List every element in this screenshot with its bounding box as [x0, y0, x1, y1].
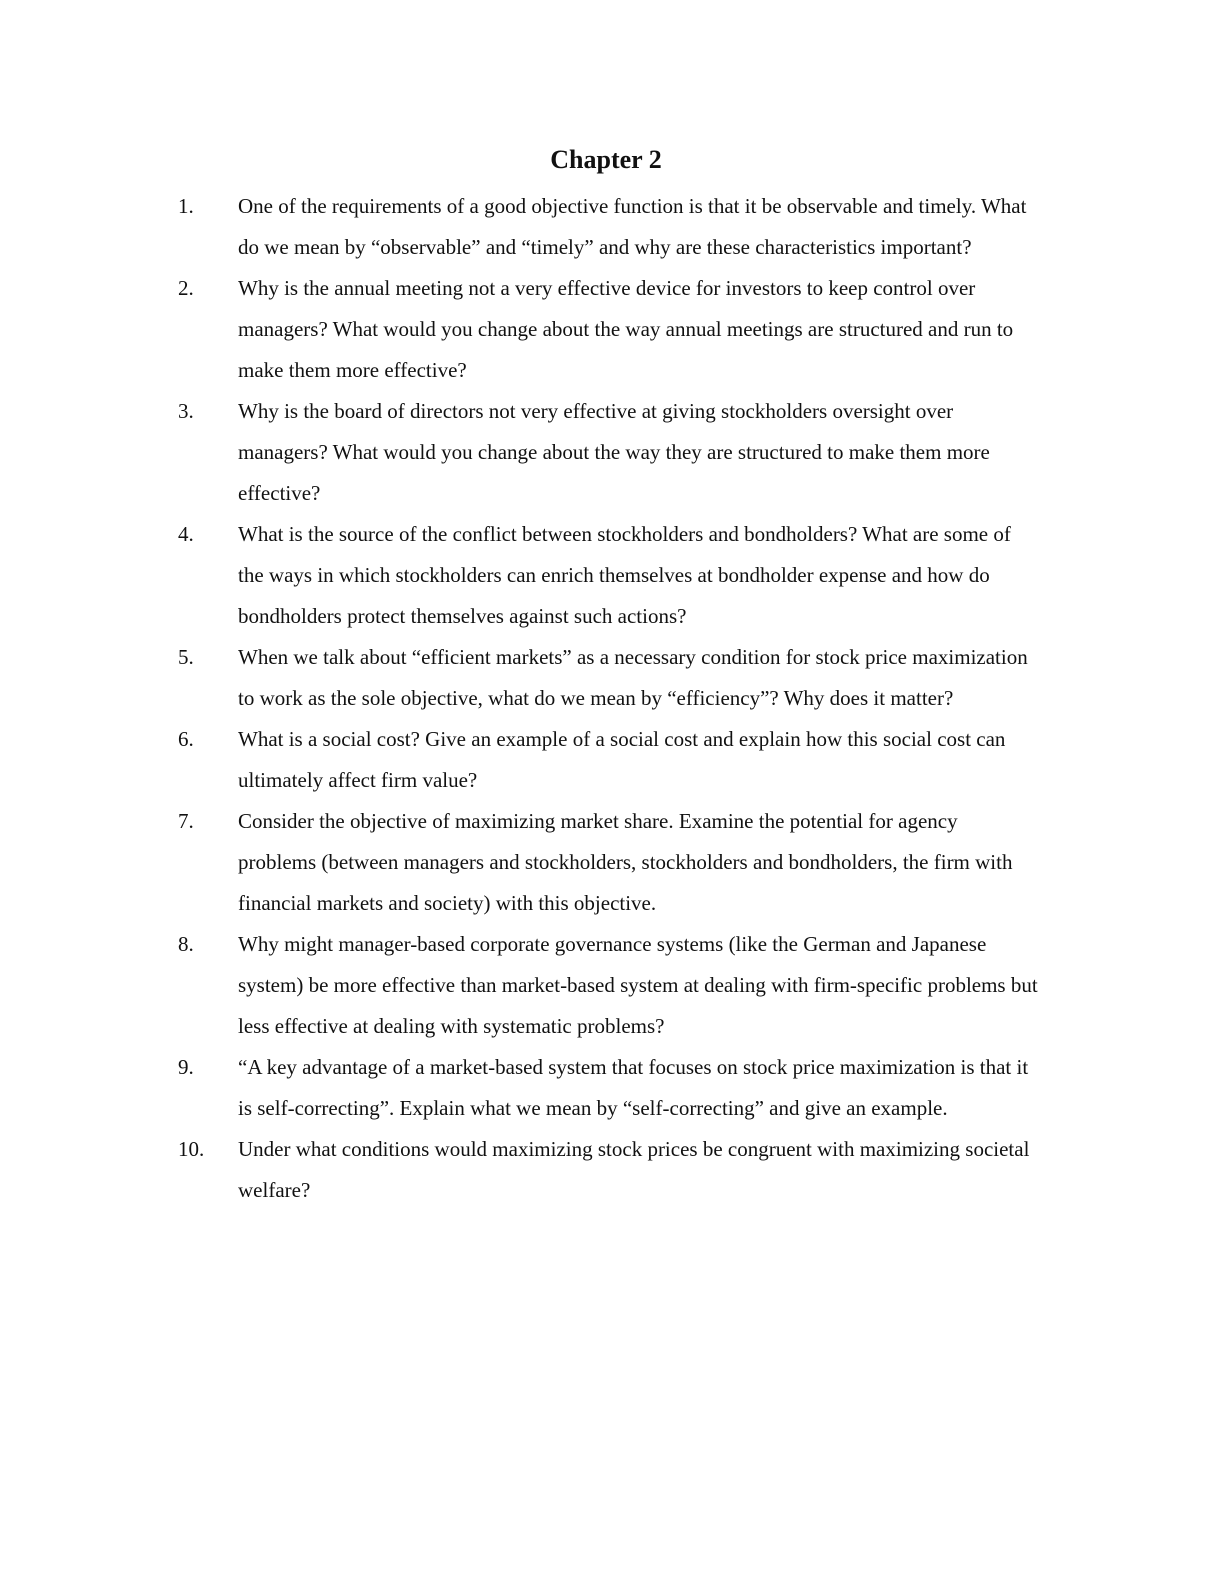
question-number: 7.: [178, 809, 194, 833]
question-text: Why is the annual meeting not a very effective device for investors to keep control over managers? What would you change about the way annual meetings are structured and run to make them more effective?: [238, 276, 1014, 382]
question-text: Under what conditions would maximizing stock prices be congruent with maximizing societal welfare?: [238, 1137, 1030, 1202]
question-text: When we talk about “efficient markets” as a necessary condition for stock price maximization to work as the sole objective, what do we mean by “efficiency”? Why does it matter?: [238, 645, 1028, 710]
question-number: 2.: [178, 276, 194, 300]
question-number: 5.: [178, 645, 194, 669]
question-text: “A key advantage of a market-based system that focuses on stock price maximization is that it is self-correcting”. Explain what we mean by “self-correcting” and give an example.: [238, 1055, 1029, 1120]
question-text: What is the source of the conflict between stockholders and bondholders? What are some of the ways in which stockholders can enrich themselves at bondholder expense and how do bondholders protect themselves against such actions?: [238, 522, 1011, 628]
question-text: Why is the board of directors not very effective at giving stockholders oversight over managers? What would you change about the way they are structured to make them more effective?: [238, 399, 990, 505]
list-item: [0, 719, 1224, 801]
question-number: 8.: [178, 932, 194, 956]
list-item: [0, 514, 1224, 637]
list-item: [0, 268, 1224, 391]
list-item: [0, 391, 1224, 514]
list-item: [0, 186, 1224, 268]
question-number: 6.: [178, 727, 194, 751]
question-number: 1.: [178, 194, 194, 218]
question-text: Why might manager-based corporate governance systems (like the German and Japanese system) be more effective than market-based system at dealing with firm-specific problems but less effective at dealing with systematic problems?: [238, 932, 1038, 1038]
list-item: [0, 637, 1224, 719]
list-item: [0, 801, 1224, 924]
question-text: Consider the objective of maximizing market share. Examine the potential for agency problems (between managers and stockholders, stockholders and bondholders, the firm with financial markets and society) with this objective.: [238, 809, 1013, 915]
question-text: One of the requirements of a good objective function is that it be observable and timely. What do we mean by “observable” and “timely” and why are these characteristics important?: [238, 194, 1027, 259]
question-number: 9.: [178, 1055, 194, 1079]
list-item: [0, 924, 1224, 1047]
page-title: Chapter 2: [550, 145, 662, 174]
question-number: 10.: [178, 1137, 205, 1161]
list-item: [0, 1047, 1224, 1129]
question-number: 4.: [178, 522, 194, 546]
question-number: 3.: [178, 399, 194, 423]
question-text: What is a social cost? Give an example of a social cost and explain how this social cost can ultimately affect firm value?: [238, 727, 1006, 792]
question-list: [0, 186, 1224, 1211]
list-item: [0, 1129, 1224, 1211]
